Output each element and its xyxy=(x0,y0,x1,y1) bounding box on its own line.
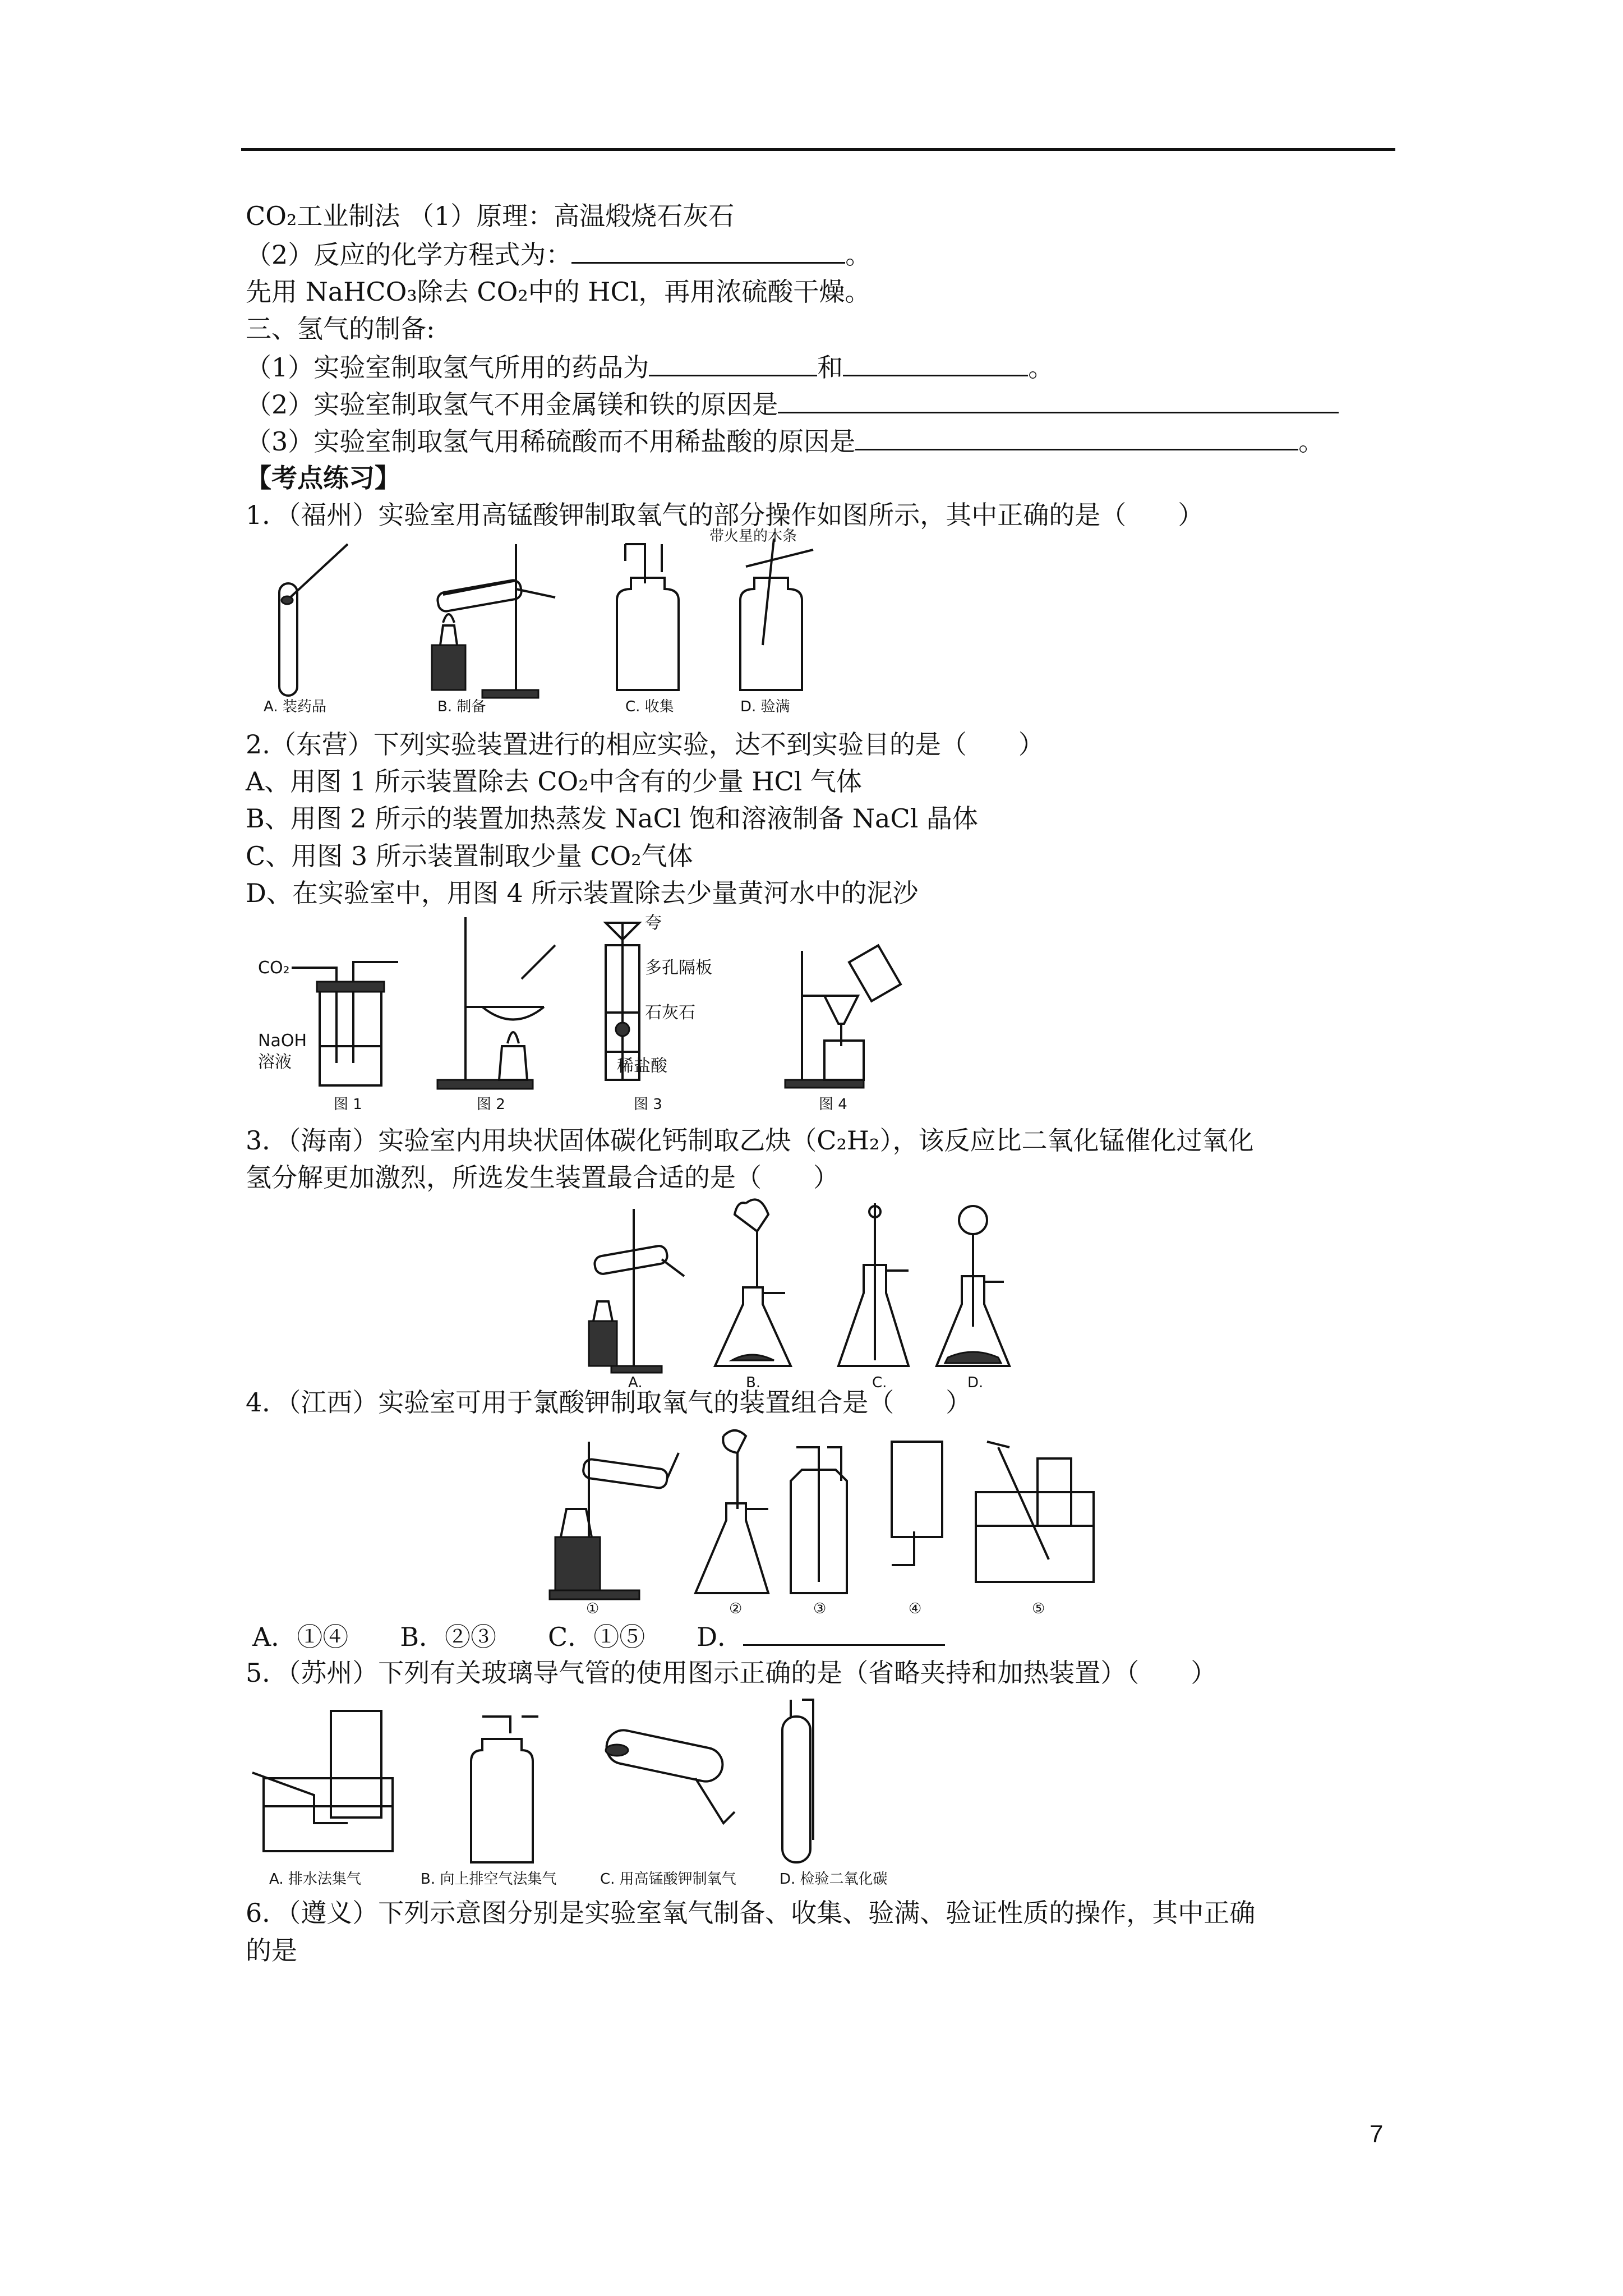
h2-question-1 xyxy=(246,350,1054,384)
co2-industrial-line: CO₂工业制法 （1）原理：高温煅烧石灰石 xyxy=(246,201,735,231)
q5-figure xyxy=(247,1694,920,1888)
q2-label-acid: 稀盐酸 xyxy=(617,1056,667,1076)
q4-caption-4: ④ xyxy=(909,1600,922,1617)
q4-device-5-icon xyxy=(976,1442,1094,1582)
q1-stem: 1．（福州）实验室用高锰酸钾制取氧气的部分操作如图所示，其中正确的是（ ） xyxy=(246,500,1204,530)
q5-option-d-icon xyxy=(782,1700,813,1862)
q4-caption-3: ③ xyxy=(813,1600,827,1617)
q6-stem-line2: 的是 xyxy=(246,1935,297,1966)
q2-label-naoh: NaOH xyxy=(258,1031,307,1051)
q4-caption-1: ① xyxy=(586,1600,600,1617)
q3-caption-d: D. xyxy=(967,1374,984,1391)
q2-caption-2: 图 2 xyxy=(477,1096,505,1113)
q3-option-d-flask-icon xyxy=(937,1206,1009,1366)
q1-caption-c: C. 收集 xyxy=(625,698,674,715)
q3-caption-b: B. xyxy=(746,1374,761,1391)
q2-option-c: C、用图 3 所示装置制取少量 CO₂气体 xyxy=(246,841,693,871)
q2-label-clip: 夸 xyxy=(645,913,662,933)
q2-evaporation-icon xyxy=(437,917,555,1089)
q5-caption-b: B. 向上排空气法集气 xyxy=(421,1871,557,1888)
q5-caption-c: C. 用高锰酸钾制氧气 xyxy=(600,1871,736,1888)
q2-caption-1: 图 1 xyxy=(334,1096,362,1113)
q1-caption-b: B. 制备 xyxy=(437,698,486,715)
q6-stem-line1: 6．（遵义）下列示意图分别是实验室氧气制备、收集、验满、验证性质的操作，其中正确 xyxy=(246,1898,1256,1928)
q5-stem: 5．（苏州）下列有关玻璃导气管的使用图示正确的是（省略夹持和加热装置）（ ） xyxy=(246,1658,1217,1688)
q5-option-a-icon xyxy=(252,1711,393,1851)
q5-caption-d: D. 检验二氧化碳 xyxy=(780,1871,888,1888)
q4-stem: 4．（江西）实验室可用于氯酸钾制取氧气的装置组合是（ ） xyxy=(246,1387,972,1418)
q4-caption-2: ② xyxy=(729,1600,743,1617)
q4-caption-5: ⑤ xyxy=(1032,1600,1045,1617)
q4-device-4-icon xyxy=(892,1442,942,1565)
q5-option-c-icon xyxy=(603,1727,735,1823)
q4-options-text: A．①④ B．②③ C．①⑤ D． xyxy=(252,1622,744,1652)
q2-caption-3: 图 3 xyxy=(634,1096,662,1113)
q1-caption-a: A. 装药品 xyxy=(264,698,326,715)
q5-caption-a: A. 排水法集气 xyxy=(269,1871,361,1888)
section-title: 【考点练习】 xyxy=(246,463,400,493)
q1-test-tube-icon xyxy=(279,544,348,696)
q4-figure xyxy=(544,1425,1105,1616)
q3-option-a-heating-icon xyxy=(589,1209,684,1373)
q2-label-co2: CO₂ xyxy=(258,958,290,978)
q3-option-b-flask-icon xyxy=(715,1199,791,1366)
q4-options xyxy=(252,1619,945,1654)
q1-caption-d: D. 验满 xyxy=(740,698,790,715)
q2-label-plate: 多孔隔板 xyxy=(645,958,712,978)
q2-gas-generator-icon xyxy=(606,913,712,1080)
page-number: 7 xyxy=(1370,2120,1384,2148)
q2-stem: 2.（东营）下列实验装置进行的相应实验，达不到实验目的是（ ） xyxy=(246,729,1044,760)
q2-option-d: D、在实验室中，用图 4 所示装置除去少量黄河水中的泥沙 xyxy=(246,878,919,908)
q2-filtration-icon xyxy=(785,945,901,1088)
q5-option-b-icon xyxy=(471,1717,538,1862)
q1-label-splint: 带火星的木条 xyxy=(709,528,797,545)
q1-verify-full-icon xyxy=(709,528,813,690)
h2-q3-suffix: 。 xyxy=(1298,426,1325,457)
h2-q3-blank[interactable] xyxy=(855,424,1298,450)
h2-q3-prefix: （3）实验室制取氢气用稀硫酸而不用稀盐酸的原因是 xyxy=(246,426,856,457)
h2-q1-mid: 和 xyxy=(817,352,843,383)
h2-heading: 三、氢气的制备: xyxy=(246,314,435,344)
q2-caption-4: 图 4 xyxy=(819,1096,847,1113)
h2-q2-blank[interactable] xyxy=(778,387,1339,413)
q3-figure xyxy=(566,1198,1071,1391)
h2-q1-prefix: （1）实验室制取氢气所用的药品为 xyxy=(246,352,649,383)
q2-option-a: A、用图 1 所示装置除去 CO₂中含有的少量 HCl 气体 xyxy=(246,766,862,797)
q2-figure xyxy=(252,912,925,1114)
q4-device-2-icon xyxy=(695,1430,768,1593)
q2-option-b: B、用图 2 所示的装置加热蒸发 NaCl 饱和溶液制备 NaCl 晶体 xyxy=(246,803,978,834)
h2-q1-blank-2[interactable] xyxy=(843,350,1028,376)
h2-q2-text: （2）实验室制取氢气不用金属镁和铁的原因是 xyxy=(246,389,778,420)
q2-wash-bottle-icon xyxy=(258,958,398,1085)
co2-equation-line xyxy=(246,237,871,272)
header-rule xyxy=(241,148,1395,151)
q1-figure xyxy=(252,528,925,715)
h2-q1-blank-1[interactable] xyxy=(649,350,817,376)
q3-caption-c: C. xyxy=(872,1374,887,1391)
h2-q1-suffix: 。 xyxy=(1028,352,1054,383)
h2-question-2 xyxy=(246,387,1339,421)
co2-equation-blank[interactable] xyxy=(571,237,845,264)
co2-purify-line: 先用 NaHCO₃除去 CO₂中的 HCl，再用浓硫酸干燥。 xyxy=(246,277,871,307)
q2-label-solution: 溶液 xyxy=(258,1052,292,1072)
q3-stem-line2: 氢分解更加激烈，所选发生装置最合适的是（ ） xyxy=(246,1162,839,1193)
q1-heating-setup-icon xyxy=(432,544,555,698)
q2-label-limestone: 石灰石 xyxy=(645,1003,695,1023)
q3-option-c-flask-icon xyxy=(838,1203,909,1366)
q3-stem-line1: 3．（海南）实验室内用块状固体碳化钙制取乙炔（C₂H₂），该反应比二氧化锰催化过氧化 xyxy=(246,1125,1254,1156)
q1-gas-bottle-icon xyxy=(617,544,679,690)
co2-equation-prefix: （2）反应的化学方程式为： xyxy=(246,240,572,270)
h2-question-3 xyxy=(246,424,1324,458)
q3-caption-a: A. xyxy=(628,1374,643,1391)
q4-device-3-icon xyxy=(791,1447,847,1593)
q4-answer-blank[interactable] xyxy=(743,1619,945,1646)
co2-equation-suffix: 。 xyxy=(845,240,872,270)
q4-device-1-icon xyxy=(550,1442,679,1599)
